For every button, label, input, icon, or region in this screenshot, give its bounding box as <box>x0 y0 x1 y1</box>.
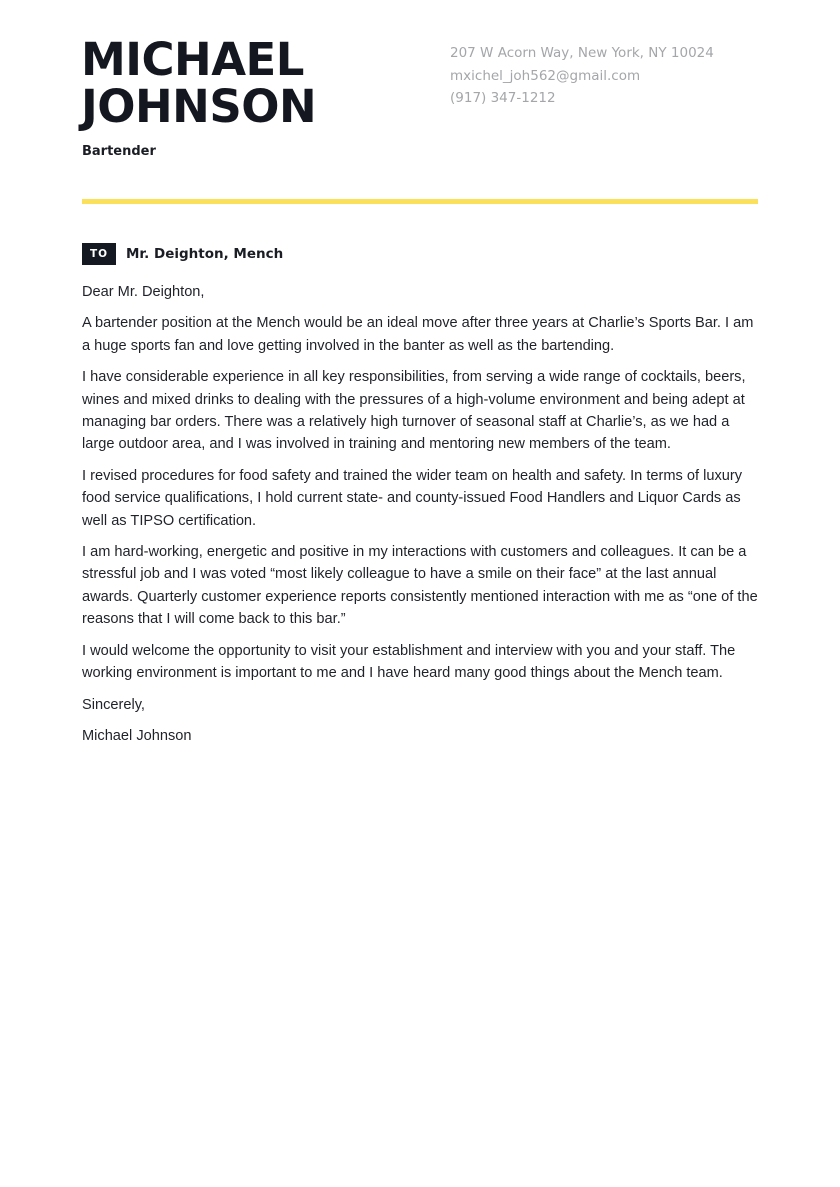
paragraph-qualifications: I revised procedures for food safety and trained the wider team on health and safety. In terms of luxury food service qualifications, I hold current state- and county-issued Food Handlers and Liquor Cards as well as TIPSO certification. <box>82 467 743 529</box>
salutation: Dear Mr. Deighton, <box>82 284 205 300</box>
to-badge: TO <box>82 243 116 265</box>
paragraph-closing: I would welcome the opportunity to visit your establishment and interview with you and your staff. The working environment is important to me and I have heard many good things about the Mench team. <box>82 642 736 682</box>
paragraph-personality: I am hard-working, energetic and positive in my interactions with customers and colleagues. It can be a stressful job and I was voted “most likely colleague to have a smile on their face” at the last annual awards. Quarterly customer experience reports consistently mentioned interaction with me as “one of the reasons that I will come back to this bar.” <box>82 544 758 628</box>
applicant-last-name: JOHNSON <box>81 80 317 133</box>
recipient-name: Mr. Deighton, Mench <box>126 246 284 262</box>
contact-phone: (917) 347-1212 <box>450 90 556 106</box>
applicant-name <box>81 33 317 133</box>
paragraph-intro: A bartender position at the Mench would be an ideal move after three years at Charlie’s Sports Bar. I am a huge sports fan and love getting involved in the banter as well as the bartending. <box>82 315 754 354</box>
recipient-line <box>82 243 283 265</box>
accent-divider <box>82 199 758 204</box>
contact-address: 207 W Acorn Way, New York, NY 10024 <box>450 45 714 61</box>
contact-email: mxichel_joh562@gmail.com <box>450 67 641 84</box>
signature: Michael Johnson <box>82 727 192 744</box>
paragraph-experience: I have considerable experience in all key responsibilities, from serving a wide range of cocktails, beers, wines and mixed drinks to dealing with the pressures of a high-volume environment and being adept at managing bar orders. There was a relatively high turnover of seasonal staff at Charlie’s, as we had a large outdoor area, and I was involved in training and mentoring new members of the team. <box>82 369 746 453</box>
job-title: Bartender <box>82 144 156 159</box>
applicant-first-name: MICHAEL <box>81 33 304 86</box>
contact-info <box>450 42 714 110</box>
letter-body <box>82 281 760 756</box>
closing: Sincerely, <box>82 696 145 713</box>
